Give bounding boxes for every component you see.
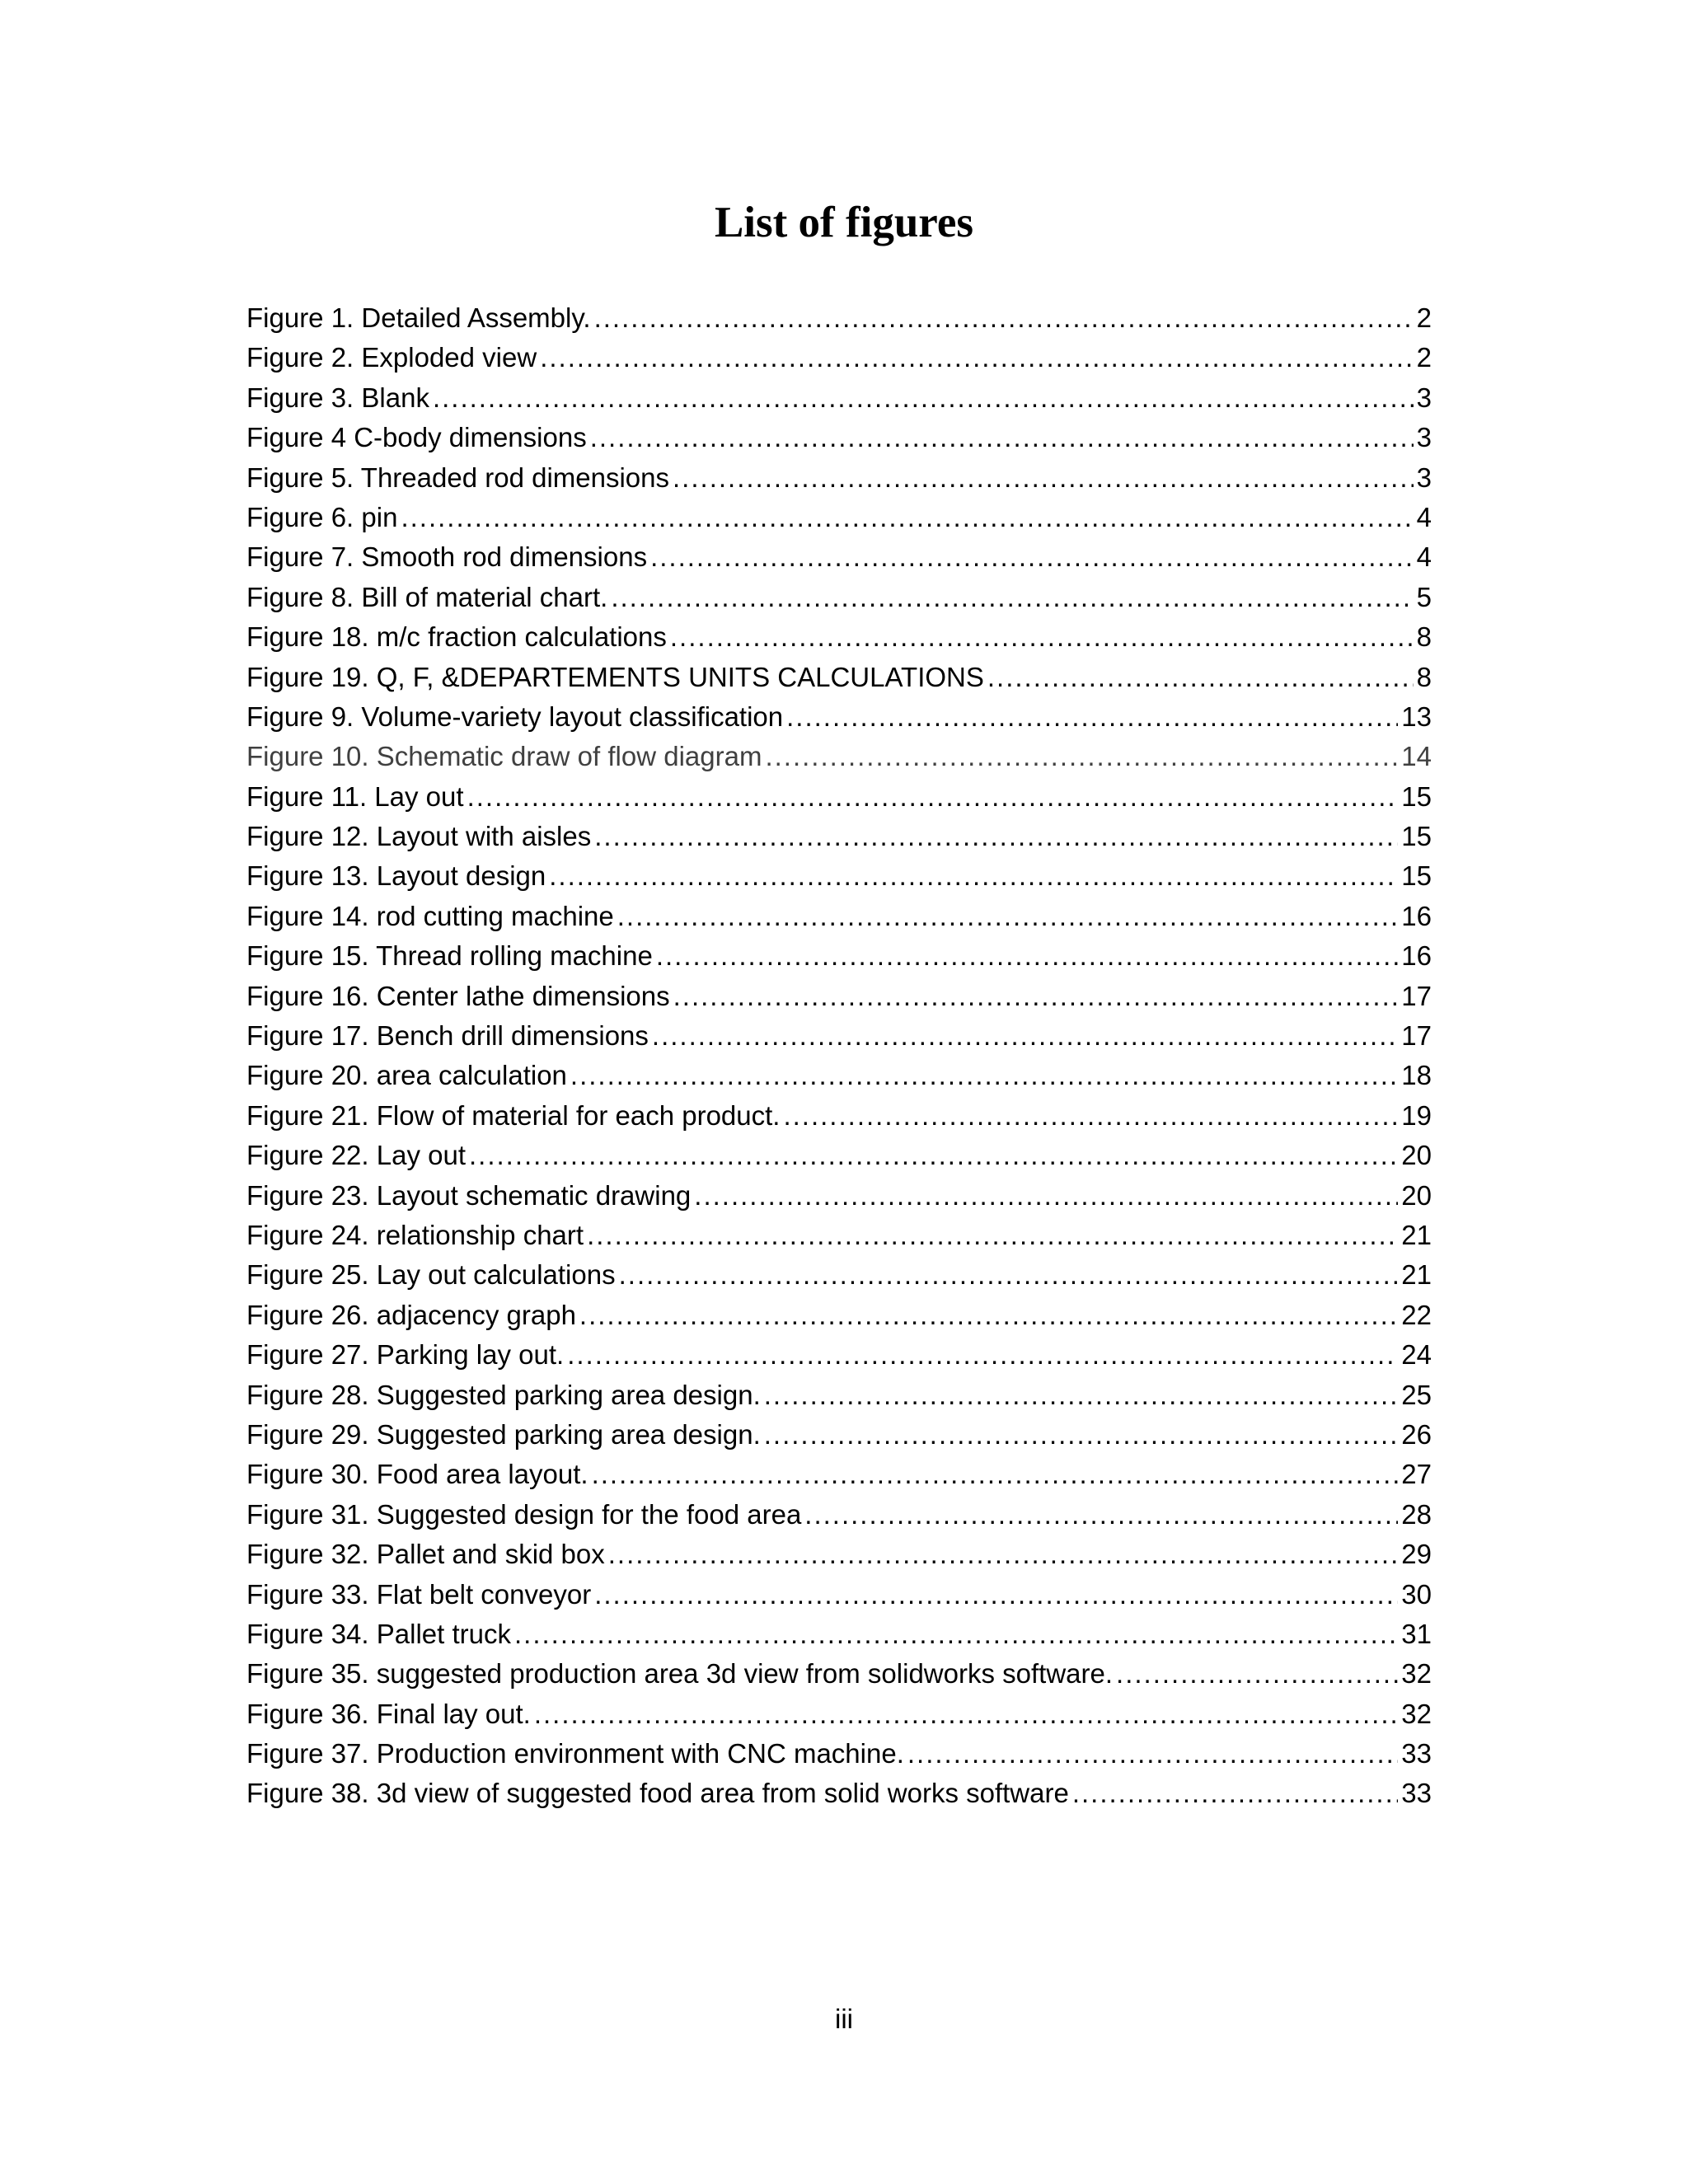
figure-entry-page-number: 14	[1401, 741, 1432, 772]
figure-entry-label: Figure 6. pin	[246, 501, 398, 532]
figure-entry-label: Figure 11. Lay out	[246, 780, 464, 812]
figure-entry-label: Figure 8. Bill of material chart.	[246, 581, 608, 612]
figure-entry[interactable]	[246, 1296, 1432, 1335]
dot-leader	[608, 1535, 1399, 1574]
figure-entry-label: Figure 9. Volume-variety layout classification	[246, 701, 784, 732]
figure-entry-page-number: 18	[1401, 1060, 1432, 1091]
figure-entry-label: Figure 21. Flow of material for each product.	[246, 1099, 781, 1131]
figure-entry[interactable]	[246, 1376, 1432, 1415]
figure-entry-page-number: 13	[1401, 701, 1432, 732]
figure-entry[interactable]	[246, 458, 1432, 498]
dot-leader	[907, 1734, 1398, 1774]
figure-entry-page-number: 17	[1401, 1020, 1432, 1052]
page-number: iii	[835, 2004, 853, 2034]
figure-entry[interactable]	[246, 1575, 1432, 1615]
figure-entry[interactable]	[246, 617, 1432, 657]
figure-entry[interactable]	[246, 578, 1432, 617]
figure-entry[interactable]	[246, 1615, 1432, 1654]
dot-leader	[534, 1694, 1398, 1734]
dot-leader	[650, 537, 1414, 577]
figure-entry-label: Figure 22. Lay out	[246, 1140, 466, 1171]
figure-entry[interactable]	[246, 1694, 1432, 1734]
figure-entry-page-number: 5	[1416, 581, 1432, 612]
figure-entry-label: Figure 5. Threaded rod dimensions	[246, 462, 670, 493]
dot-leader	[786, 697, 1398, 737]
figure-entry-label: Figure 29. Suggested parking area design.	[246, 1418, 761, 1450]
figure-entry[interactable]	[246, 936, 1432, 976]
figure-entry-label: Figure 31. Suggested design for the food area	[246, 1498, 802, 1530]
figure-entry-label: Figure 4 C-body dimensions	[246, 422, 587, 453]
figure-entry-page-number: 21	[1401, 1259, 1432, 1291]
dot-leader	[987, 658, 1414, 697]
figure-entry-label: Figure 34. Pallet truck	[246, 1618, 511, 1649]
figure-entry[interactable]	[246, 298, 1432, 338]
figure-entry-page-number: 2	[1416, 342, 1432, 373]
figure-entry[interactable]	[246, 1096, 1432, 1136]
figure-entry-label: Figure 15. Thread rolling machine	[246, 940, 653, 972]
figure-entry-label: Figure 17. Bench drill dimensions	[246, 1020, 649, 1052]
figure-entry[interactable]	[246, 1774, 1432, 1813]
dot-leader	[694, 1176, 1398, 1216]
figure-entry-label: Figure 35. suggested production area 3d view from solidworks software.	[246, 1658, 1114, 1690]
figure-entry-label: Figure 26. adjacency graph	[246, 1299, 576, 1330]
dot-leader	[619, 1255, 1399, 1295]
figure-entry-label: Figure 19. Q, F, &DEPARTEMENTS UNITS CALCULATIONS	[246, 661, 984, 692]
figure-entry-label: Figure 10. Schematic draw of flow diagram	[246, 741, 762, 772]
figure-entry-label: Figure 33. Flat belt conveyor	[246, 1578, 592, 1610]
figure-entry[interactable]	[246, 737, 1432, 776]
figure-entry-page-number: 4	[1416, 501, 1432, 532]
figure-entry-label: Figure 13. Layout design	[246, 860, 546, 892]
figure-entry[interactable]	[246, 1535, 1432, 1574]
dot-leader	[401, 498, 1413, 537]
dot-leader	[764, 1415, 1399, 1455]
figure-entry-page-number: 3	[1416, 422, 1432, 453]
page-title: List of figures	[714, 199, 974, 246]
dot-leader	[587, 1216, 1398, 1255]
figure-entry[interactable]	[246, 777, 1432, 817]
dot-leader	[433, 378, 1414, 418]
figure-entry[interactable]	[246, 378, 1432, 418]
figure-entry-page-number: 31	[1401, 1618, 1432, 1649]
figure-entry-page-number: 17	[1401, 980, 1432, 1011]
figure-entry-page-number: 16	[1401, 940, 1432, 972]
figure-entry[interactable]	[246, 658, 1432, 697]
figure-entry-page-number: 15	[1401, 780, 1432, 812]
figure-entry-page-number: 22	[1401, 1299, 1432, 1330]
figure-entry[interactable]	[246, 1176, 1432, 1216]
figure-entry[interactable]	[246, 697, 1432, 737]
dot-leader	[670, 617, 1414, 657]
figure-entry-label: Figure 16. Center lathe dimensions	[246, 980, 670, 1011]
figure-entry[interactable]	[246, 1056, 1432, 1095]
figure-entry[interactable]	[246, 537, 1432, 577]
figure-entry-label: Figure 24. relationship chart	[246, 1219, 584, 1250]
figure-entry-label: Figure 20. area calculation	[246, 1060, 567, 1091]
figure-entry-page-number: 33	[1401, 1778, 1432, 1809]
figure-entry-page-number: 2	[1416, 302, 1432, 333]
figure-entry-label: Figure 38. 3d view of suggested food area from solid works software	[246, 1778, 1069, 1809]
dot-leader	[469, 1136, 1398, 1175]
dot-leader	[594, 1575, 1398, 1615]
figure-entry-label: Figure 37. Production environment with CNC machine.	[246, 1738, 904, 1769]
figure-entry-page-number: 3	[1416, 462, 1432, 493]
figure-entry-label: Figure 25. Lay out calculations	[246, 1259, 616, 1291]
figure-entry-page-number: 32	[1401, 1698, 1432, 1729]
dot-leader	[764, 1376, 1399, 1415]
figure-entry-label: Figure 7. Smooth rod dimensions	[246, 541, 648, 573]
figure-entry[interactable]	[246, 977, 1432, 1016]
dot-leader	[765, 737, 1398, 776]
figure-list	[246, 298, 1432, 1814]
figure-entry-page-number: 4	[1416, 541, 1432, 573]
figure-entry-page-number: 28	[1401, 1498, 1432, 1530]
figure-entry-page-number: 30	[1401, 1578, 1432, 1610]
figure-entry-label: Figure 2. Exploded view	[246, 342, 537, 373]
dot-leader	[652, 1016, 1398, 1056]
figure-entry[interactable]	[246, 1495, 1432, 1535]
figure-entry[interactable]	[246, 1335, 1432, 1375]
dot-leader	[617, 897, 1399, 936]
figure-entry[interactable]	[246, 1016, 1432, 1056]
dot-leader	[611, 578, 1413, 617]
figure-entry-label: Figure 3. Blank	[246, 382, 429, 413]
figure-entry[interactable]	[246, 418, 1432, 457]
figure-entry-page-number: 16	[1401, 900, 1432, 931]
figure-entry-page-number: 26	[1401, 1418, 1432, 1450]
figure-entry-page-number: 20	[1401, 1179, 1432, 1211]
figure-entry[interactable]	[246, 1455, 1432, 1494]
dot-leader	[590, 418, 1414, 457]
figure-entry-page-number: 3	[1416, 382, 1432, 413]
dot-leader	[1072, 1774, 1398, 1813]
figure-entry-page-number: 8	[1416, 621, 1432, 653]
figure-entry[interactable]	[246, 1255, 1432, 1295]
dot-leader	[579, 1296, 1398, 1335]
figure-entry[interactable]	[246, 856, 1432, 896]
dot-leader	[594, 817, 1398, 856]
dot-leader	[467, 777, 1399, 817]
figure-entry-page-number: 29	[1401, 1539, 1432, 1570]
dot-leader	[540, 338, 1413, 377]
dot-leader	[594, 298, 1414, 338]
figure-entry-page-number: 32	[1401, 1658, 1432, 1690]
dot-leader	[656, 936, 1398, 976]
figure-entry-page-number: 25	[1401, 1379, 1432, 1410]
figure-entry[interactable]	[246, 1734, 1432, 1774]
figure-entry-label: Figure 28. Suggested parking area design.	[246, 1379, 761, 1410]
figure-entry-page-number: 21	[1401, 1219, 1432, 1250]
figure-entry-page-number: 20	[1401, 1140, 1432, 1171]
figure-entry-label: Figure 1. Detailed Assembly.	[246, 302, 591, 333]
figure-entry-label: Figure 36. Final lay out.	[246, 1698, 531, 1729]
figure-entry-page-number: 33	[1401, 1738, 1432, 1769]
figure-entry-page-number: 27	[1401, 1459, 1432, 1490]
dot-leader	[804, 1495, 1398, 1535]
figure-entry-label: Figure 32. Pallet and skid box	[246, 1539, 605, 1570]
figure-entry-label: Figure 23. Layout schematic drawing	[246, 1179, 692, 1211]
figure-entry-label: Figure 18. m/c fraction calculations	[246, 621, 667, 653]
figure-entry[interactable]	[246, 1654, 1432, 1694]
dot-leader	[549, 856, 1398, 896]
figure-entry-label: Figure 27. Parking lay out.	[246, 1339, 565, 1371]
figure-entry[interactable]	[246, 498, 1432, 537]
figure-entry[interactable]	[246, 1136, 1432, 1175]
figure-entry-page-number: 15	[1401, 821, 1432, 852]
figure-entry[interactable]	[246, 1216, 1432, 1255]
dot-leader	[514, 1615, 1398, 1654]
figure-entry[interactable]	[246, 897, 1432, 936]
dot-leader	[783, 1096, 1398, 1136]
figure-entry-page-number: 15	[1401, 860, 1432, 892]
figure-entry[interactable]	[246, 338, 1432, 377]
figure-entry-page-number: 24	[1401, 1339, 1432, 1371]
dot-leader	[673, 458, 1414, 498]
figure-entry-page-number: 19	[1401, 1099, 1432, 1131]
figure-entry[interactable]	[246, 817, 1432, 856]
figure-entry-page-number: 8	[1416, 661, 1432, 692]
dot-leader	[673, 977, 1399, 1016]
figure-entry-label: Figure 14. rod cutting machine	[246, 900, 614, 931]
figure-entry-label: Figure 30. Food area layout.	[246, 1459, 588, 1490]
figure-entry-label: Figure 12. Layout with aisles	[246, 821, 592, 852]
figure-entry[interactable]	[246, 1415, 1432, 1455]
dot-leader	[567, 1335, 1398, 1375]
dot-leader	[1116, 1654, 1398, 1694]
dot-leader	[570, 1056, 1398, 1095]
dot-leader	[592, 1455, 1399, 1494]
